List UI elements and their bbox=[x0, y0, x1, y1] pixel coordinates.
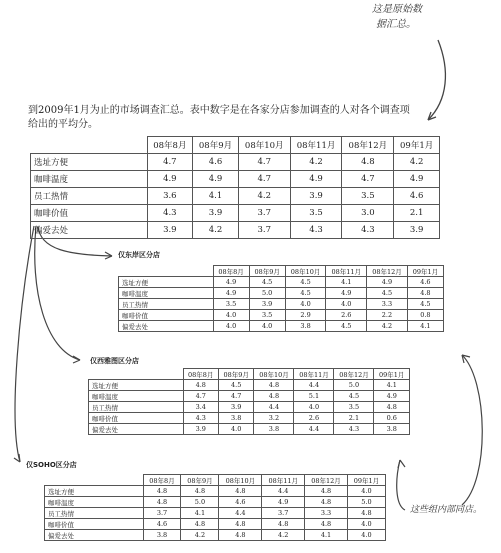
table-cell: 5.0 bbox=[347, 497, 385, 508]
table-row bbox=[89, 424, 410, 435]
table-cell: 4.8 bbox=[374, 402, 410, 413]
table-cell: 3.9 bbox=[290, 188, 342, 205]
table-cell: 4.8 bbox=[181, 519, 219, 530]
table-row bbox=[31, 154, 440, 171]
table-row bbox=[119, 321, 444, 332]
west-month-3: 08年11月 bbox=[294, 369, 334, 380]
raw-data-annotation-line2: 据汇总。 bbox=[376, 19, 416, 30]
table-cell: 4.8 bbox=[305, 497, 348, 508]
summary-month-4: 08年12月 bbox=[342, 137, 394, 154]
table-cell: 4.5 bbox=[326, 321, 367, 332]
summary-month-1: 08年9月 bbox=[193, 137, 239, 154]
table-cell: 3.9 bbox=[183, 424, 218, 435]
table-cell: 3.5 bbox=[213, 299, 249, 310]
table-cell: 0.6 bbox=[374, 413, 410, 424]
soho-month-5: 09年1月 bbox=[347, 475, 385, 486]
table-cell: 4.3 bbox=[147, 205, 193, 222]
table-row bbox=[31, 171, 440, 188]
east-corner bbox=[119, 266, 214, 277]
table-cell: 4.3 bbox=[334, 424, 374, 435]
table-cell: 3.7 bbox=[238, 222, 290, 239]
table-row bbox=[119, 310, 444, 321]
soho-header-row bbox=[45, 475, 386, 486]
table-cell: 4.4 bbox=[262, 486, 305, 497]
table-cell: 4.0 bbox=[347, 519, 385, 530]
east-month-2: 08年10月 bbox=[285, 266, 326, 277]
row-label: 咖啡价值 bbox=[89, 413, 184, 424]
west-month-4: 08年12月 bbox=[334, 369, 374, 380]
summary-table bbox=[30, 136, 440, 239]
table-cell: 4.8 bbox=[342, 154, 394, 171]
table-row bbox=[119, 299, 444, 310]
table-cell: 4.5 bbox=[407, 299, 443, 310]
table-cell: 3.5 bbox=[342, 188, 394, 205]
table-cell: 4.9 bbox=[262, 497, 305, 508]
table-cell: 5.1 bbox=[294, 391, 334, 402]
table-cell: 3.9 bbox=[394, 222, 440, 239]
table-cell: 4.0 bbox=[294, 402, 334, 413]
table-cell: 2.6 bbox=[294, 413, 334, 424]
row-label: 偏爱去处 bbox=[45, 530, 144, 541]
west-month-0: 08年8月 bbox=[183, 369, 218, 380]
west-month-2: 08年10月 bbox=[254, 369, 294, 380]
table-cell: 4.8 bbox=[254, 391, 294, 402]
table-cell: 4.9 bbox=[290, 171, 342, 188]
soho-month-2: 08年10月 bbox=[219, 475, 262, 486]
table-cell: 4.9 bbox=[147, 171, 193, 188]
table-cell: 4.0 bbox=[218, 424, 253, 435]
table-cell: 3.2 bbox=[254, 413, 294, 424]
table-cell: 4.5 bbox=[249, 277, 285, 288]
arrow-to-west-right bbox=[462, 355, 482, 505]
table-cell: 5.0 bbox=[249, 288, 285, 299]
intro-text bbox=[28, 104, 478, 132]
table-cell: 5.0 bbox=[181, 497, 219, 508]
table-row bbox=[31, 188, 440, 205]
table-cell: 3.9 bbox=[193, 205, 239, 222]
stores-annotation: 这些组内部同店。 bbox=[410, 505, 483, 515]
table-cell: 4.2 bbox=[367, 321, 408, 332]
table-row bbox=[31, 205, 440, 222]
soho-store-table bbox=[44, 474, 386, 541]
table-cell: 4.6 bbox=[407, 277, 443, 288]
summary-month-3: 08年11月 bbox=[290, 137, 342, 154]
table-cell: 4.0 bbox=[347, 486, 385, 497]
table-cell: 4.7 bbox=[183, 391, 218, 402]
table-cell: 3.6 bbox=[147, 188, 193, 205]
table-cell: 4.4 bbox=[294, 424, 334, 435]
summary-month-2: 08年10月 bbox=[238, 137, 290, 154]
table-cell: 3.5 bbox=[249, 310, 285, 321]
row-label: 咖啡温度 bbox=[89, 391, 184, 402]
table-cell: 4.9 bbox=[193, 171, 239, 188]
table-cell: 4.8 bbox=[219, 530, 262, 541]
table-cell: 4.5 bbox=[285, 277, 326, 288]
table-cell: 4.9 bbox=[326, 288, 367, 299]
table-cell: 3.8 bbox=[374, 424, 410, 435]
table-row bbox=[119, 288, 444, 299]
table-cell: 4.0 bbox=[347, 530, 385, 541]
summary-header-row bbox=[31, 137, 440, 154]
table-row bbox=[31, 222, 440, 239]
table-cell: 4.2 bbox=[181, 530, 219, 541]
east-month-5: 09年1月 bbox=[407, 266, 443, 277]
table-cell: 4.9 bbox=[213, 277, 249, 288]
west-store-table bbox=[88, 368, 410, 435]
table-cell: 4.6 bbox=[394, 188, 440, 205]
table-cell: 4.2 bbox=[394, 154, 440, 171]
table-cell: 3.8 bbox=[285, 321, 326, 332]
east-month-0: 08年8月 bbox=[213, 266, 249, 277]
row-label: 咖啡温度 bbox=[45, 497, 144, 508]
row-label: 偏爱去处 bbox=[89, 424, 184, 435]
east-header-row bbox=[119, 266, 444, 277]
table-cell: 4.6 bbox=[143, 519, 181, 530]
table-row bbox=[89, 402, 410, 413]
row-label: 咖啡价值 bbox=[45, 519, 144, 530]
table-cell: 4.0 bbox=[249, 321, 285, 332]
table-cell: 4.8 bbox=[143, 486, 181, 497]
row-label: 咖啡温度 bbox=[31, 171, 148, 188]
table-cell: 4.7 bbox=[238, 154, 290, 171]
east-month-1: 08年9月 bbox=[249, 266, 285, 277]
west-month-5: 09年1月 bbox=[374, 369, 410, 380]
intro-line-2: 给出的平均分。 bbox=[28, 119, 98, 130]
table-cell: 4.4 bbox=[219, 508, 262, 519]
row-label: 选址方便 bbox=[45, 486, 144, 497]
table-cell: 3.0 bbox=[342, 205, 394, 222]
table-row bbox=[45, 497, 386, 508]
table-cell: 4.9 bbox=[374, 391, 410, 402]
east-store-title: 仅东岸区分店 bbox=[118, 251, 160, 259]
row-label: 员工热情 bbox=[45, 508, 144, 519]
table-cell: 2.6 bbox=[326, 310, 367, 321]
table-cell: 3.9 bbox=[249, 299, 285, 310]
row-label: 选址方便 bbox=[89, 380, 184, 391]
intro-line-1: 到2009年1月为止的市场调查汇总。表中数字是在各家分店参加调查的人对各个调查项 bbox=[28, 105, 410, 116]
table-cell: 4.9 bbox=[367, 277, 408, 288]
table-cell: 3.7 bbox=[238, 205, 290, 222]
row-label: 咖啡价值 bbox=[119, 310, 214, 321]
table-cell: 4.8 bbox=[181, 486, 219, 497]
table-cell: 4.5 bbox=[334, 391, 374, 402]
table-cell: 3.5 bbox=[290, 205, 342, 222]
table-cell: 4.1 bbox=[407, 321, 443, 332]
table-cell: 4.7 bbox=[342, 171, 394, 188]
table-row bbox=[89, 391, 410, 402]
table-cell: 4.8 bbox=[305, 486, 348, 497]
table-cell: 4.9 bbox=[394, 171, 440, 188]
table-cell: 4.8 bbox=[183, 380, 218, 391]
table-row bbox=[45, 530, 386, 541]
row-label: 偏爱去处 bbox=[31, 222, 148, 239]
table-cell: 4.8 bbox=[219, 486, 262, 497]
west-header-row bbox=[89, 369, 410, 380]
table-cell: 4.7 bbox=[147, 154, 193, 171]
table-cell: 4.7 bbox=[218, 391, 253, 402]
east-month-3: 08年11月 bbox=[326, 266, 367, 277]
east-month-4: 08年12月 bbox=[367, 266, 408, 277]
table-cell: 2.1 bbox=[334, 413, 374, 424]
row-label: 偏爱去处 bbox=[119, 321, 214, 332]
soho-month-3: 08年11月 bbox=[262, 475, 305, 486]
table-row bbox=[45, 486, 386, 497]
table-row bbox=[119, 277, 444, 288]
table-cell: 3.4 bbox=[183, 402, 218, 413]
table-cell: 4.9 bbox=[213, 288, 249, 299]
table-cell: 4.5 bbox=[367, 288, 408, 299]
table-cell: 4.5 bbox=[218, 380, 253, 391]
row-label: 咖啡价值 bbox=[31, 205, 148, 222]
table-row bbox=[45, 519, 386, 530]
table-cell: 4.3 bbox=[183, 413, 218, 424]
table-cell: 2.2 bbox=[367, 310, 408, 321]
soho-store-title: 仅SOHO区分店 bbox=[26, 461, 77, 469]
table-row bbox=[45, 508, 386, 519]
west-store-title: 仅西雅图区分店 bbox=[90, 357, 139, 365]
table-cell: 4.2 bbox=[290, 154, 342, 171]
table-cell: 4.8 bbox=[262, 519, 305, 530]
table-cell: 4.7 bbox=[238, 171, 290, 188]
table-cell: 3.7 bbox=[262, 508, 305, 519]
table-cell: 4.6 bbox=[219, 497, 262, 508]
table-row bbox=[89, 380, 410, 391]
table-row bbox=[89, 413, 410, 424]
table-cell: 4.0 bbox=[213, 321, 249, 332]
east-store-table bbox=[118, 265, 444, 332]
table-cell: 4.5 bbox=[285, 288, 326, 299]
table-cell: 5.0 bbox=[334, 380, 374, 391]
table-cell: 3.3 bbox=[305, 508, 348, 519]
table-cell: 4.0 bbox=[213, 310, 249, 321]
table-cell: 4.3 bbox=[342, 222, 394, 239]
row-label: 选址方便 bbox=[119, 277, 214, 288]
arrow-to-soho bbox=[15, 226, 34, 462]
table-cell: 4.8 bbox=[143, 497, 181, 508]
row-label: 员工热情 bbox=[89, 402, 184, 413]
table-cell: 4.3 bbox=[290, 222, 342, 239]
table-cell: 4.2 bbox=[262, 530, 305, 541]
table-cell: 4.1 bbox=[374, 380, 410, 391]
table-cell: 2.9 bbox=[285, 310, 326, 321]
table-cell: 3.8 bbox=[254, 424, 294, 435]
table-cell: 4.8 bbox=[407, 288, 443, 299]
table-cell: 4.4 bbox=[294, 380, 334, 391]
summary-corner bbox=[31, 137, 148, 154]
row-label: 员工热情 bbox=[31, 188, 148, 205]
soho-month-0: 08年8月 bbox=[143, 475, 181, 486]
west-corner bbox=[89, 369, 184, 380]
table-cell: 4.2 bbox=[193, 222, 239, 239]
table-cell: 4.2 bbox=[238, 188, 290, 205]
table-cell: 4.1 bbox=[193, 188, 239, 205]
table-cell: 3.9 bbox=[147, 222, 193, 239]
table-cell: 4.0 bbox=[326, 299, 367, 310]
table-cell: 4.8 bbox=[219, 519, 262, 530]
row-label: 员工热情 bbox=[119, 299, 214, 310]
soho-month-4: 08年12月 bbox=[305, 475, 348, 486]
raw-data-annotation-line1: 这是原始数 bbox=[372, 4, 422, 15]
table-cell: 3.5 bbox=[334, 402, 374, 413]
table-cell: 3.3 bbox=[367, 299, 408, 310]
table-cell: 0.8 bbox=[407, 310, 443, 321]
soho-corner bbox=[45, 475, 144, 486]
table-cell: 4.1 bbox=[305, 530, 348, 541]
summary-month-0: 08年8月 bbox=[147, 137, 193, 154]
summary-month-5: 09年1月 bbox=[394, 137, 440, 154]
soho-month-1: 08年9月 bbox=[181, 475, 219, 486]
row-label: 咖啡温度 bbox=[119, 288, 214, 299]
table-cell: 4.8 bbox=[254, 380, 294, 391]
table-cell: 3.7 bbox=[143, 508, 181, 519]
table-cell: 3.8 bbox=[143, 530, 181, 541]
table-cell: 4.0 bbox=[285, 299, 326, 310]
table-cell: 4.1 bbox=[326, 277, 367, 288]
west-month-1: 08年9月 bbox=[218, 369, 253, 380]
arrow-to-west bbox=[35, 226, 80, 360]
table-cell: 4.8 bbox=[305, 519, 348, 530]
table-cell: 4.6 bbox=[193, 154, 239, 171]
table-cell: 4.4 bbox=[254, 402, 294, 413]
table-cell: 4.1 bbox=[181, 508, 219, 519]
row-label: 选址方便 bbox=[31, 154, 148, 171]
table-cell: 3.8 bbox=[218, 413, 253, 424]
table-cell: 2.1 bbox=[394, 205, 440, 222]
table-cell: 4.8 bbox=[347, 508, 385, 519]
table-cell: 3.9 bbox=[218, 402, 253, 413]
